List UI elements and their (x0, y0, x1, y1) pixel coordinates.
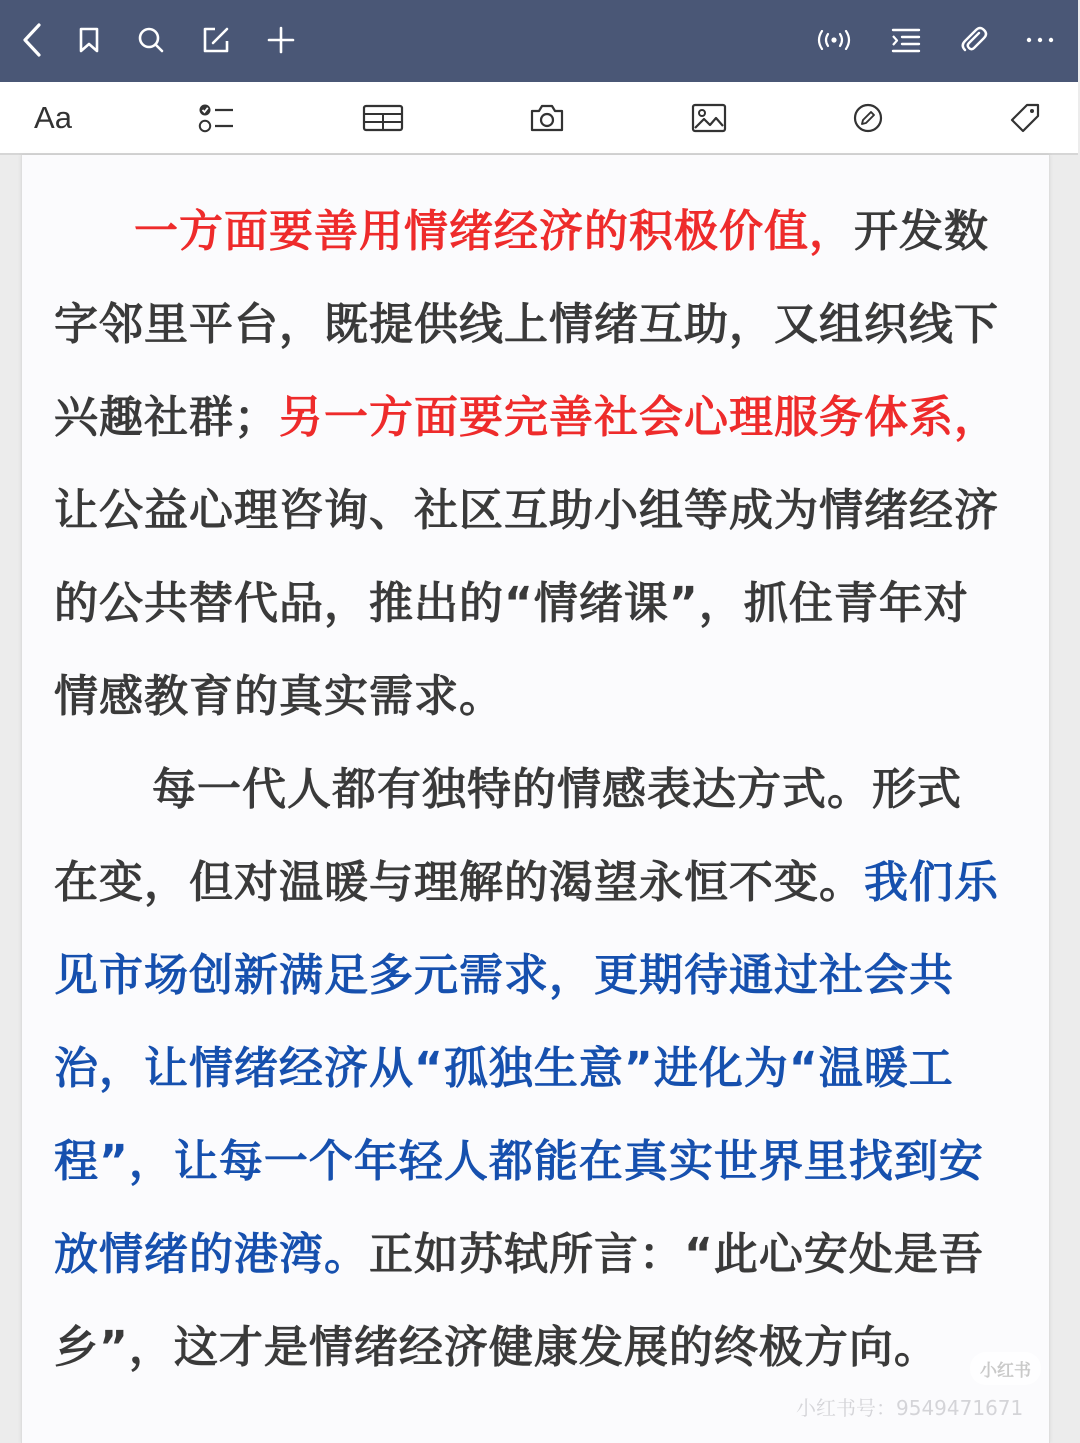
text-line (54, 464, 1029, 557)
camera-button[interactable] (523, 94, 571, 142)
audio-broadcast-button[interactable] (810, 16, 858, 64)
text-line (54, 278, 1029, 371)
search-button[interactable] (127, 16, 175, 64)
watermark-id: 小红书号：9549471671 (796, 1396, 1024, 1420)
document-body[interactable] (54, 185, 1029, 1394)
body-text: 每一代人都有独特的情感表达方式。形式 (152, 764, 962, 815)
back-icon (17, 22, 47, 58)
document-page[interactable] (21, 155, 1050, 1443)
body-text: 兴趣社群； (54, 392, 279, 443)
highlight-blue-text: 治，让情绪经济从“孤独生意”进化为“温暖工 (54, 1043, 954, 1094)
pen-button[interactable] (844, 94, 892, 142)
highlight-blue-text: 程”，让每一个年轻人都能在真实世界里找到安 (54, 1136, 984, 1187)
body-text: 情感教育的真实需求。 (54, 671, 504, 722)
attachment-icon (959, 25, 989, 55)
add-button[interactable] (257, 16, 305, 64)
attachment-button[interactable] (950, 16, 998, 64)
top-navigation-bar (0, 0, 1078, 82)
body-text: 乡”，这才是情绪经济健康发展的终极方向。 (54, 1322, 939, 1373)
document-area (0, 155, 1080, 1443)
edit-button[interactable] (192, 16, 240, 64)
back-button[interactable] (8, 16, 56, 64)
text-line (54, 929, 1029, 1022)
more-button[interactable] (1016, 16, 1064, 64)
outline-button[interactable] (882, 16, 930, 64)
checklist-button[interactable] (193, 94, 241, 142)
body-text: 在变，但对温暖与理解的渴望永恒不变。 (54, 857, 864, 908)
checklist-icon (198, 102, 236, 134)
text-line (54, 1022, 1029, 1115)
add-icon (267, 26, 295, 54)
text-line (54, 1208, 1029, 1301)
font-format-icon: Aa (34, 100, 72, 135)
text-line (54, 371, 1029, 464)
font-format-button[interactable] (26, 94, 80, 142)
text-line (54, 557, 1029, 650)
highlight-blue-text: 我们乐 (864, 857, 999, 908)
tag-icon (1009, 102, 1041, 134)
outline-list-icon (890, 26, 922, 54)
table-button[interactable] (359, 94, 407, 142)
text-line (54, 1301, 1029, 1394)
highlight-red-text: 一方面要善用情绪经济的积极价值， (134, 206, 854, 257)
text-line (54, 836, 1029, 929)
bookmark-icon (77, 26, 101, 54)
body-text: 开发数 (854, 206, 989, 257)
paragraph-1 (54, 185, 1029, 743)
paragraph-2 (54, 743, 1029, 1394)
bookmark-button[interactable] (65, 16, 113, 64)
text-line (54, 743, 1029, 836)
more-icon (1025, 36, 1055, 44)
formatting-toolbar (0, 82, 1078, 155)
audio-broadcast-icon (816, 30, 852, 50)
body-text: 的公共替代品，推出的“情绪课”，抓住青年对 (54, 578, 969, 629)
pen-icon (852, 102, 884, 134)
body-text: 让公益心理咨询、社区互助小组等成为情绪经济 (54, 485, 999, 536)
edit-icon (201, 25, 231, 55)
image-icon (691, 103, 727, 133)
image-button[interactable] (685, 94, 733, 142)
text-line (54, 650, 1029, 743)
watermark-badge: 小红书 (970, 1352, 1041, 1385)
camera-icon (529, 103, 565, 133)
search-icon (136, 25, 166, 55)
table-icon (362, 103, 404, 133)
highlight-red-text: 另一方面要完善社会心理服务体系， (279, 392, 999, 443)
highlight-blue-text: 见市场创新满足多元需求，更期待通过社会共 (54, 950, 954, 1001)
body-text: 字邻里平台，既提供线上情绪互助，又组织线下 (54, 299, 999, 350)
text-line (54, 1115, 1029, 1208)
text-line (54, 185, 1029, 278)
highlight-blue-text: 放情绪的港湾。 (54, 1229, 369, 1280)
body-text: 正如苏轼所言：“此心安处是吾 (369, 1229, 984, 1280)
tag-button[interactable] (1001, 94, 1049, 142)
